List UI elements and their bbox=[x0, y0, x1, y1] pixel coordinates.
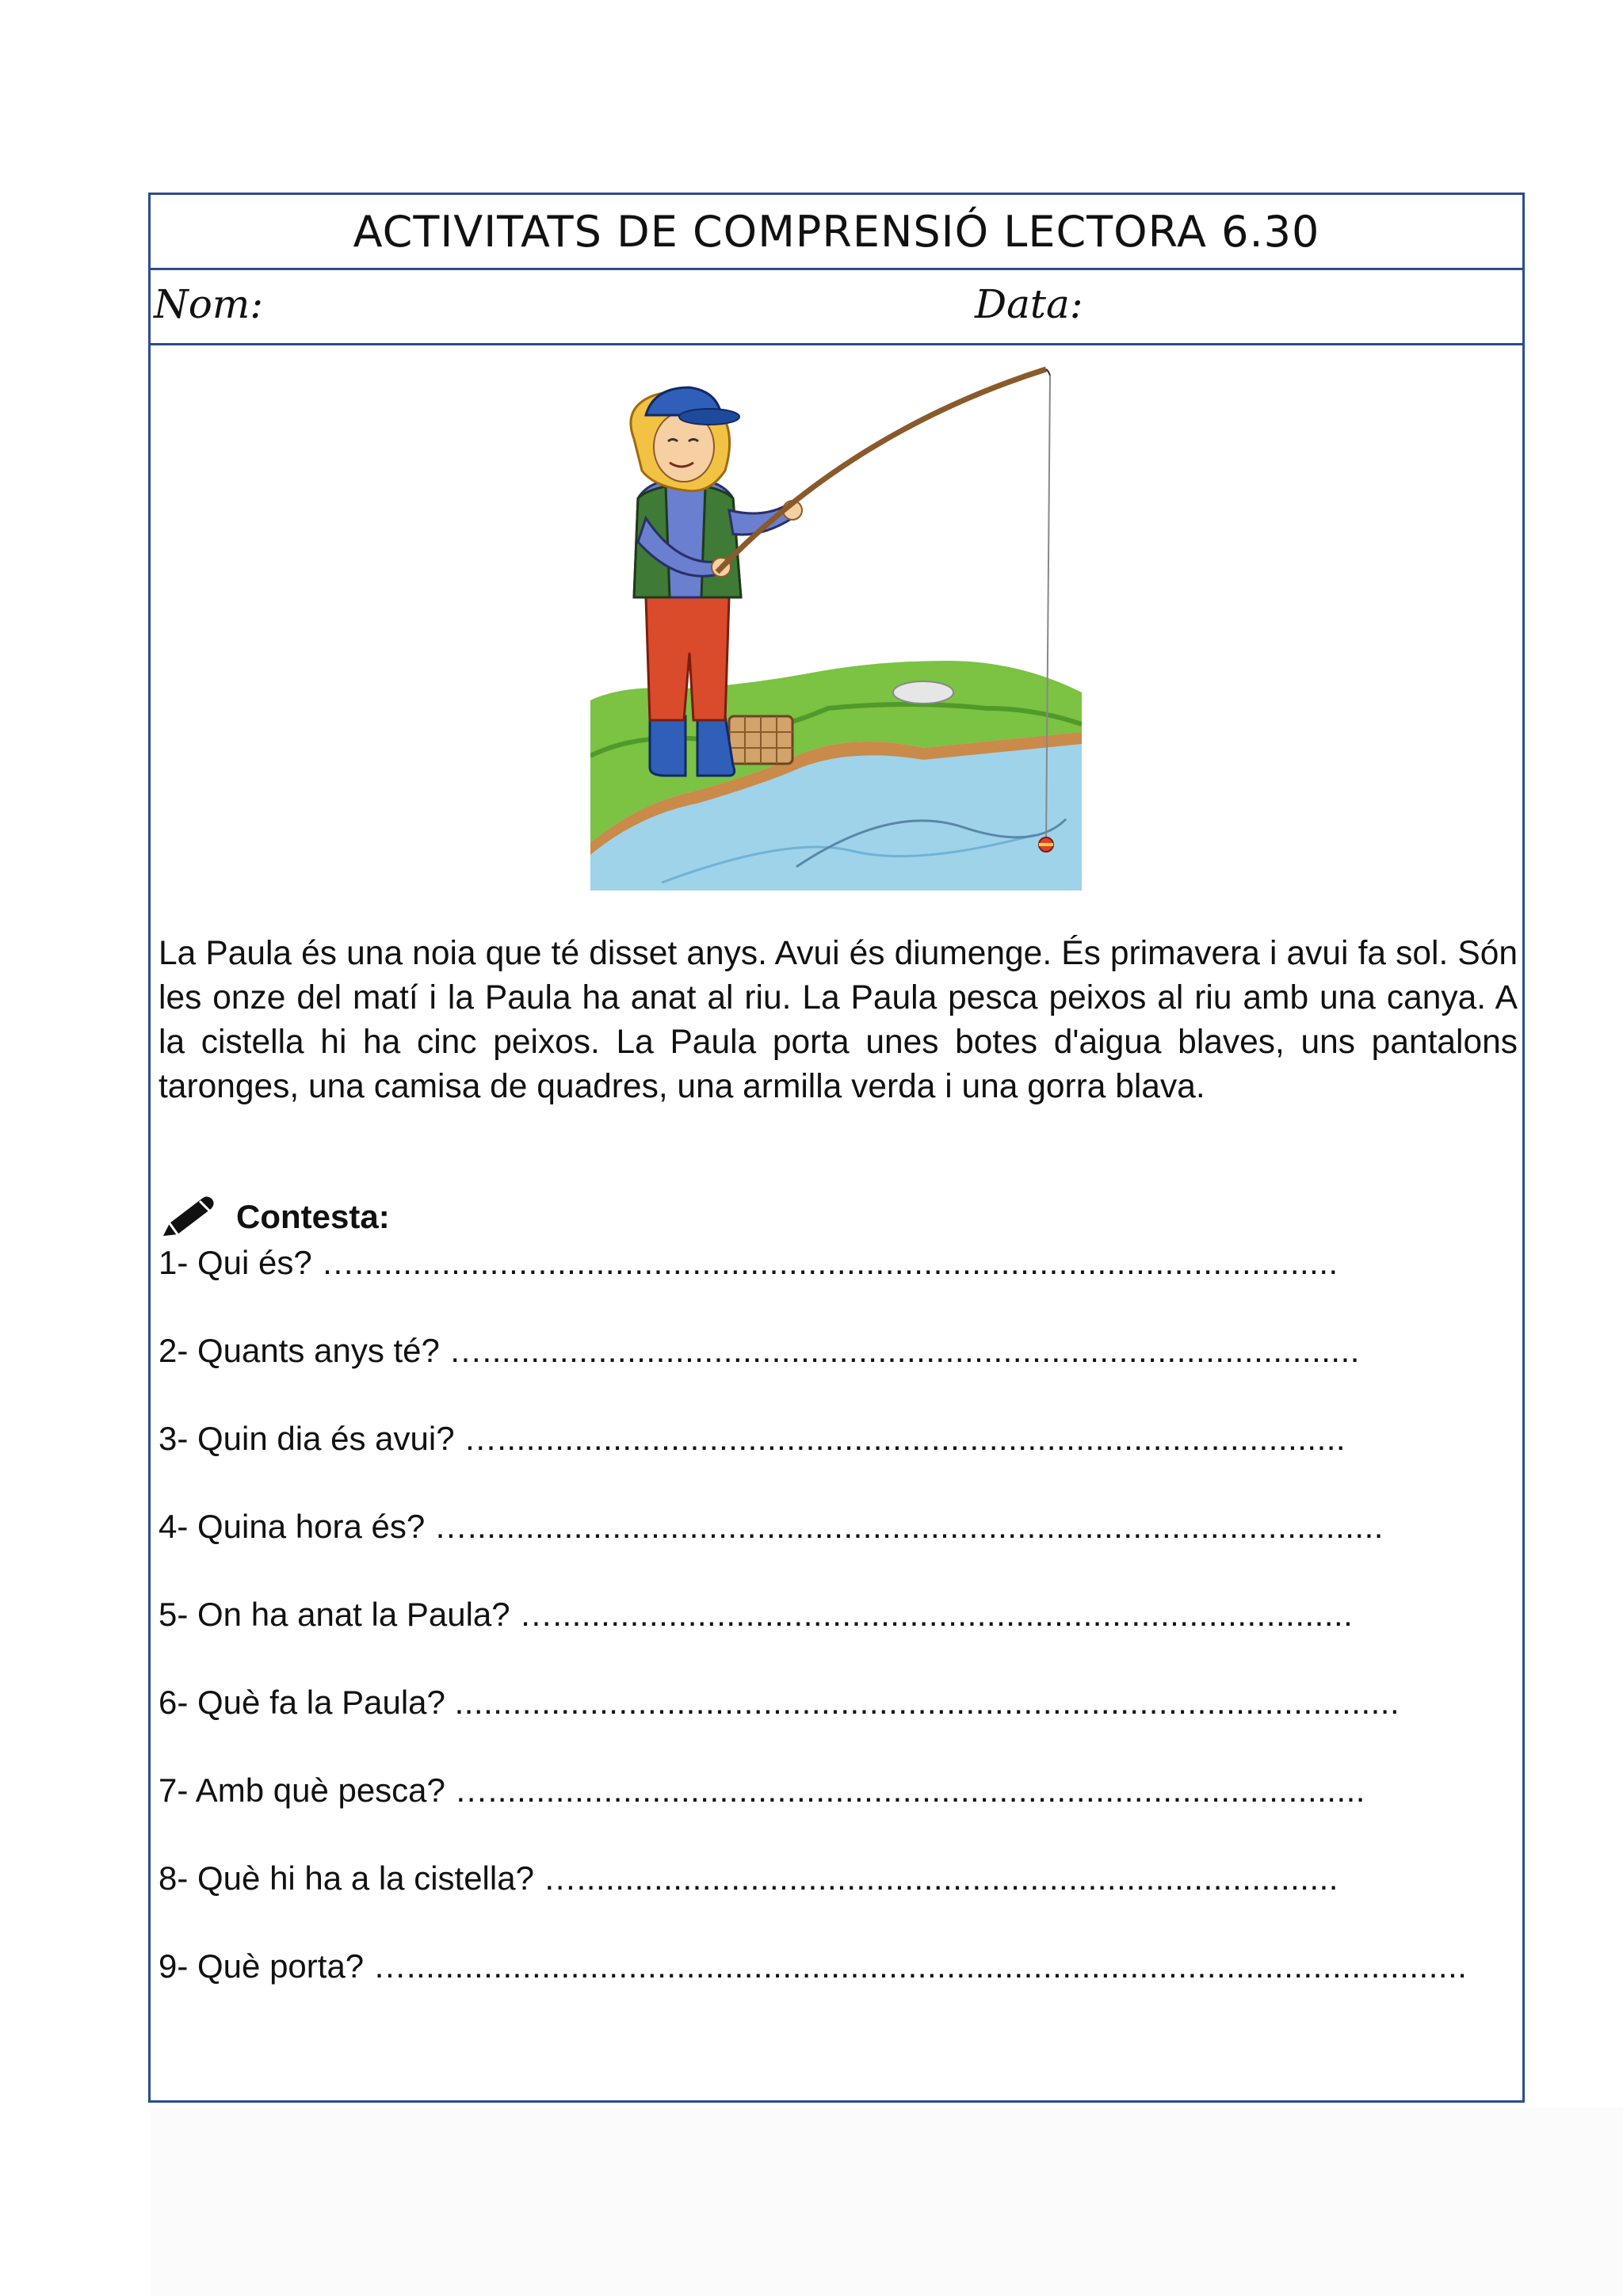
question-text: 1- Qui és? … bbox=[158, 1244, 355, 1281]
question-line bbox=[158, 1329, 1360, 1373]
answer-line[interactable]: ............................................................................... bbox=[576, 1859, 1338, 1897]
question-text: 2- Quants anys té? … bbox=[158, 1332, 483, 1369]
question-text: 9- Què porta? … bbox=[158, 1947, 407, 1985]
question-text: 6- Què fa la Paula? bbox=[158, 1684, 455, 1721]
answer-line[interactable]: ...................................................................................................... bbox=[354, 1244, 1338, 1281]
question-line bbox=[158, 1417, 1346, 1461]
question-line bbox=[158, 1856, 1338, 1901]
question-line bbox=[158, 1680, 1400, 1725]
reading-passage: La Paula és una noia que té disset anys. Avui és diumenge. És primavera i avui fa sol. Són les onze del matí i la Paula ha anat al riu. La Paula pesca peixos al riu amb una canya. A la cistella hi ha cinc peixos. La Paula porta unes botes d'aigua blaves, uns pantalons taronges, una camisa de quadres, una armilla verda i una gorra blava. bbox=[158, 935, 1518, 1105]
worksheet-title: ACTIVITATS DE COMPRENSIÓ LECTORA 6.30 bbox=[353, 206, 1320, 257]
date-label: Data: bbox=[975, 281, 1083, 327]
worksheet bbox=[148, 193, 1525, 2103]
page-bottom-shade bbox=[151, 2107, 1623, 2296]
title-row bbox=[151, 195, 1522, 270]
name-label: Nom: bbox=[154, 281, 264, 327]
answer-line[interactable]: .............................................................................................................. bbox=[406, 1947, 1468, 1985]
question-text: 5- On ha anat la Paula? … bbox=[158, 1596, 553, 1633]
answer-line[interactable]: ............................................................................................... bbox=[467, 1508, 1384, 1545]
question-text: 8- Què hi ha a la cistella? … bbox=[158, 1859, 577, 1897]
answer-section-header bbox=[158, 1189, 390, 1245]
answer-section-label: Contesta: bbox=[236, 1198, 390, 1235]
question-line bbox=[158, 1592, 1353, 1637]
question-line bbox=[158, 1241, 1338, 1285]
question-line bbox=[158, 1768, 1365, 1813]
question-line bbox=[158, 1944, 1467, 1989]
answer-line[interactable]: .................................................................................................. bbox=[454, 1684, 1400, 1721]
answer-line[interactable]: ................................................................................... bbox=[552, 1596, 1354, 1633]
question-text: 7- Amb què pesca? … bbox=[158, 1772, 488, 1809]
girl-fishing-illustration bbox=[590, 360, 1082, 891]
question-text: 4- Quina hora és? … bbox=[158, 1508, 468, 1545]
answer-line[interactable]: ........................................................................................... bbox=[487, 1772, 1365, 1809]
name-date-row bbox=[151, 270, 1522, 345]
pencil-icon bbox=[158, 1193, 217, 1241]
answer-line[interactable]: ........................................................................................... bbox=[482, 1332, 1360, 1369]
question-text: 3- Quin dia és avui? … bbox=[158, 1420, 498, 1457]
question-line bbox=[158, 1505, 1384, 1549]
answer-line[interactable]: ........................................................................................ bbox=[497, 1420, 1346, 1457]
